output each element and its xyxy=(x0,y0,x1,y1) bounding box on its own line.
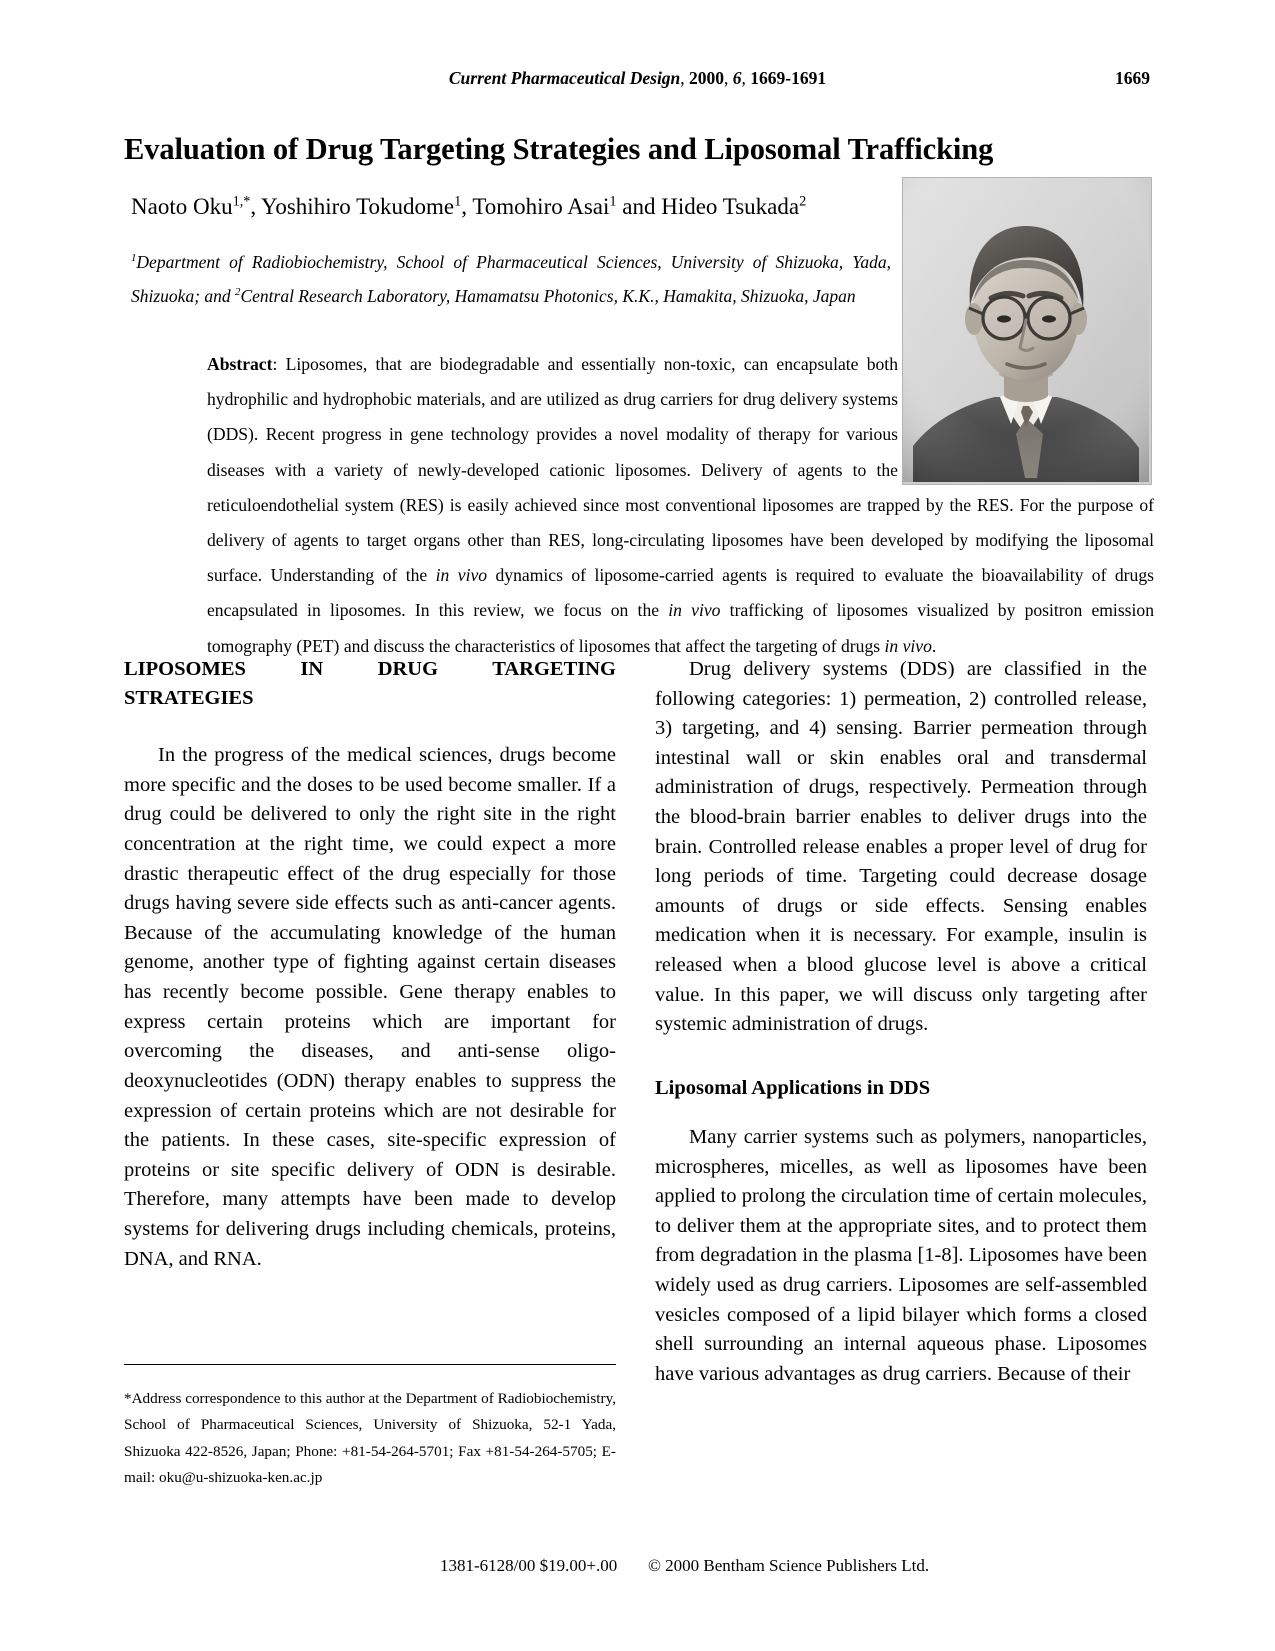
section-heading-line-2: STRATEGIES xyxy=(124,687,254,710)
author-name-1: Naoto Oku xyxy=(131,194,233,219)
running-head-citation xyxy=(449,68,826,89)
running-head xyxy=(125,68,1150,94)
abstract-italic-2: in vivo xyxy=(668,600,721,621)
author-sep-3: and xyxy=(616,194,662,219)
abstract-text-2: dynamics of liposome-carried agents is required to evaluate the bioavailability of drugs encapsulated in liposomes. In this review, we focus on the xyxy=(207,565,1154,621)
abstract-italic-1: in vivo xyxy=(435,565,488,586)
author-name-2: Yoshihiro Tokudome xyxy=(261,194,455,219)
body-column-right xyxy=(655,655,1147,1390)
abstract-label: Abstract xyxy=(207,354,273,374)
correspondence-footnote: *Address correspondence to this author at the Department of Radiobiochemistry, School of Pharmaceutical Sciences, University of Shizuoka, 52-1 Yada, Shizuoka 422-8526, Japan; Phone: +81-54-264-5701; Fax +81-54-264-5705; E-mail: oku@u-shizuoka-ken.ac.jp xyxy=(124,1390,616,1486)
paragraph-right-2: Many carrier systems such as polymers, nanoparticles, microspheres, micelles, as well as liposomes have been applied to prolong the circulation time of certain molecules, to deliver them at the appropriate sites, and to protect them from degradation in the plasma [1-8]. Liposomes have been widely used as drug carriers. Liposomes are self-assembled vesicles composed of a lipid bilayer which forms a closed shell surrounding an internal aqueous phase. Liposomes have various advantages as drug carriers. Because of their xyxy=(655,1126,1147,1385)
subsection-heading-liposomal-applications: Liposomal Applications in DDS xyxy=(655,1076,931,1099)
section-heading-liposomes-in-drug-targeting xyxy=(124,655,616,713)
spacer xyxy=(124,713,616,741)
affiliation-marker-1: 1 xyxy=(131,252,137,265)
journal-page-range: 1669-1691 xyxy=(750,68,827,88)
running-head-sep3: , xyxy=(741,68,751,88)
author-affil-marker-3: 1 xyxy=(609,193,617,210)
author-sep-1: , xyxy=(250,194,262,219)
author-affil-marker-1: 1,* xyxy=(232,193,251,210)
abstract-text-4: . xyxy=(931,635,937,656)
paragraph-left-1: In the progress of the medical sciences, drugs become more specific and the doses to be used become smaller. If a drug could be delivered to only the right site in the right concentration at the right time, we could expect a more drastic therapeutic effect of the drug especially for those drugs having severe side effects such as anti-cancer agents. Because of the accumulating knowledge of the human genome, another type of fighting against certain diseases has recently become possible. Gene therapy enables to express certain proteins which are important for overcoming the diseases, and anti-sense oligo-deoxynucleotides (ODN) therapy enables to suppress the expression of certain proteins which are not desirable for the patients. In these cases, site-specific expression of proteins or site specific delivery of ODN is desirable. Therefore, many attempts have been made to develop systems for delivering drugs including chemicals, proteins, DNA, and RNA. xyxy=(124,744,616,1270)
abstract-italic-3: in vivo xyxy=(884,635,932,656)
affiliation-text-1: Department of Radiobiochemistry, School of Pharmaceutical Sciences, University of Shizuoka, Yada, Shizuoka; and xyxy=(131,252,891,306)
page-title: Evaluation of Drug Targeting Strategies and Liposomal Trafficking xyxy=(124,132,994,167)
journal-year: 2000 xyxy=(689,68,725,88)
journal-volume: 6 xyxy=(732,68,742,88)
body-column-left xyxy=(124,655,616,1274)
footer-copyright: © 2000 Bentham Science Publishers Ltd. xyxy=(648,1556,930,1575)
abstract-block xyxy=(207,347,1154,664)
author-affil-marker-4: 2 xyxy=(799,193,807,210)
author-name-3: Tomohiro Asai xyxy=(472,194,610,219)
spacer xyxy=(655,1103,1147,1123)
abstract-colon: : xyxy=(272,354,286,374)
abstract-text-1: Liposomes, that are biodegradable and essentially non-toxic, can encapsulate both hydrophilic and hydrophobic materials, and are utilized as drug carriers for drug delivery systems (DDS). Recent progress in gene technology provides a novel modality of therapy for various diseases with a variety of newly-developed cationic liposomes. Delivery of agents to the reticuloendothelial system (RES) is easily achieved since most conventional liposomes are trapped by the RES. For the purpose of delivery of agents to target organs other than RES, long-circulating liposomes have been developed by modifying the liposomal surface. Understanding of the xyxy=(207,354,1154,586)
page-number: 1669 xyxy=(1115,68,1150,88)
footnote-divider xyxy=(124,1364,616,1365)
paragraph-right-1: Drug delivery systems (DDS) are classified in the following categories: 1) permeation, 2) controlled release, 3) targeting, and 4) sensing. Barrier permeation through intestinal wall or skin enables oral and transdermal administration of drugs, respectively. Permeation through the blood-brain barrier enables to deliver drugs into the brain. Controlled release enables a proper level of drug for long periods of time. Targeting could decrease dosage amounts of drugs or side effects. Sensing enables medication when it is necessary. For example, insulin is released when a blood glucose level is above a critical value. In this paper, we will discuss only targeting after systemic administration of drugs. xyxy=(655,658,1147,1036)
spacer xyxy=(655,1040,1147,1074)
affiliation-block xyxy=(131,246,891,313)
section-heading-line-1: LIPOSOMES IN DRUG TARGETING xyxy=(124,658,616,680)
author-affil-marker-2: 1 xyxy=(454,193,462,210)
running-head-sep2: , xyxy=(724,68,733,88)
abstract-text-3: trafficking of liposomes visualized by positron emission tomography (PET) and discuss the characteristics of liposomes that affect the targeting of drugs xyxy=(207,600,1154,656)
author-name-4: Hideo Tsukada xyxy=(661,194,800,219)
affiliation-marker-2: 2 xyxy=(235,285,241,298)
journal-title: Current Pharmaceutical Design xyxy=(448,68,681,88)
running-head-sep1: , xyxy=(680,68,690,88)
author-list xyxy=(131,192,891,222)
affiliation-text-2: Central Research Laboratory, Hamamatsu Photonics, K.K., Hamakita, Shizuoka, Japan xyxy=(240,285,856,306)
footer-issn-price: 1381-6128/00 $19.00+.00 xyxy=(440,1556,618,1575)
author-sep-2: , xyxy=(461,194,473,219)
abstract-photo-wrap xyxy=(898,347,1154,487)
